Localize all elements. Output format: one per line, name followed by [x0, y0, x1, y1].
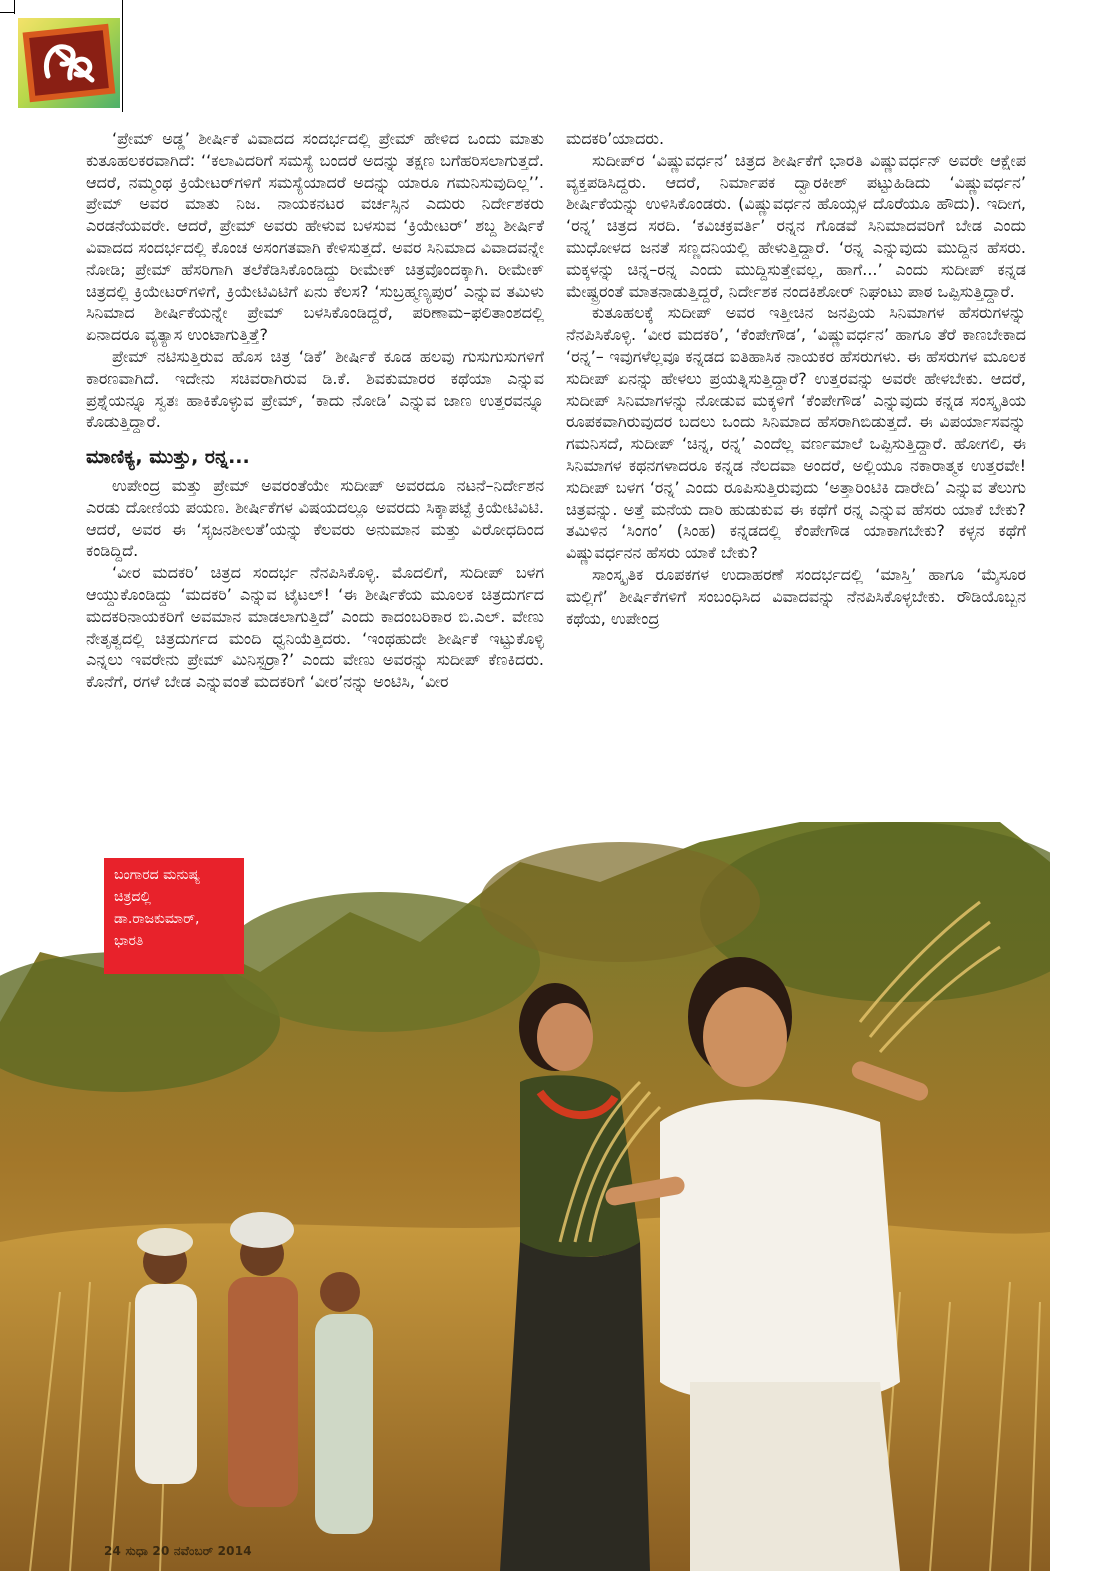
caption-line-4: ಭಾರತಿ — [114, 933, 144, 949]
magazine-logo — [18, 18, 120, 108]
page-folio: 24 ಸುಧಾ 20 ನವೆಂಬರ್ 2014 — [104, 1544, 252, 1558]
section-subheading: ಮಾಣಿಕ್ಯ, ಮುತ್ತು, ರನ್ನ... — [86, 446, 250, 469]
right-paragraph-1: ಸುದೀಪ್‌ರ ‘ವಿಷ್ಣುವರ್ಧನ’ ಚಿತ್ರದ ಶೀರ್ಷಿಕೆಗೆ ಭಾರತಿ ವಿಷ್ಣುವರ್ಧನ್ ಅವರೇ ಆಕ್ಷೇಪ ವ್ಯಕ್ತಪಡಿಸಿದ್ದರು. ಆದರೆ, ನಿರ್ಮಾಪಕ ದ್ವಾರಕೀಶ್ ಪಟ್ಟುಹಿಡಿದು ‘ವಿಷ್ಣುವರ್ಧನ’ ಶೀರ್ಷಿಕೆಯನ್ನು ಉಳಿಸಿಕೊಂಡರು. (ವಿಷ್ಣುವರ್ಧನ ಹೊಯ್ಸಳ ದೊರೆಯೂ ಹೌದು). ಇದೀಗ, ‘ರನ್ನ’ ಚಿತ್ರದ ಸರದಿ. ‘ಕವಿಚಕ್ರವರ್ತಿ’ ರನ್ನನ ಗೊಡವೆ ಸಿನಿಮಾದವರಿಗೆ ಬೇಡ ಎಂದು ಮುಧೋಳದ ಜನತೆ ಸಣ್ಣದನಿಯಲ್ಲಿ ಹೇಳುತ್ತಿದ್ದಾರೆ. ‘ರನ್ನ ಎನ್ನುವುದು ಮುದ್ದಿನ ಹೆಸರು. ಮಕ್ಕಳನ್ನು ಚಿನ್ನ–ರನ್ನ ಎಂದು ಮುದ್ದಿಸುತ್ತೇವಲ್ಲ, ಹಾಗೆ...’ ಎಂದು ಸುದೀಪ್ ಕನ್ನಡ ಮೇಷ್ಟ್ರರಂತೆ ಮಾತನಾಡುತ್ತಿದ್ದರೆ, ನಿರ್ದೇಶಕ ನಂದಕಿಶೋರ್ ನಿಘಂಟು ಪಾಠ ಒಪ್ಪಿಸುತ್ತಿದ್ದಾರೆ. — [566, 150, 1026, 301]
left-paragraph-4: ‘ವೀರ ಮದಕರಿ’ ಚಿತ್ರದ ಸಂದರ್ಭ ನೆನಪಿಸಿಕೊಳ್ಳಿ. ಮೊದಲಿಗೆ, ಸುದೀಪ್ ಬಳಗ ಆಯ್ದುಕೊಂಡಿದ್ದು ‘ಮದಕರಿ’ ಎನ್ನುವ ಟೈಟಲ್! ‘ಈ ಶೀರ್ಷಿಕೆಯ ಮೂಲಕ ಚಿತ್ರದುರ್ಗದ ಮದಕರಿನಾಯಕರಿಗೆ ಅವಮಾನ ಮಾಡಲಾಗುತ್ತಿದೆ’ ಎಂದು ಕಾದಂಬರಿಕಾರ ಬಿ.ಎಲ್. ವೇಣು ನೇತೃತ್ವದಲ್ಲಿ ಚಿತ್ರದುರ್ಗದ ಮಂದಿ ಧ್ವನಿಯೆತ್ತಿದರು. ‘ಇಂಥಹುದೇ ಶೀರ್ಷಿಕೆ ಇಟ್ಟುಕೊಳ್ಳಿ ಎನ್ನಲು ಇವರೇನು ಪ್ರೇಮ್ ಮಿನಿಸ್ಟರ್ರಾ?’ ಎಂದು ವೇಣು ಅವರನ್ನು ಸುದೀಪ್ ಕೆಣಕಿದರು. ಕೊನೆಗೆ, ರಗಳೆ ಬೇಡ ಎನ್ನುವಂತೆ ಮದಕರಿಗೆ ‘ವೀರ’ನನ್ನು ಅಂಟಿಸಿ, ‘ವೀರ — [86, 563, 544, 692]
right-paragraph-2: ಕುತೂಹಲಕ್ಕೆ ಸುದೀಪ್ ಅವರ ಇತ್ತೀಚಿನ ಜನಪ್ರಿಯ ಸಿನಿಮಾಗಳ ಹೆಸರುಗಳನ್ನು ನೆನಪಿಸಿಕೊಳ್ಳಿ. ‘ವೀರ ಮದಕರಿ’, ‘ಕೆಂಪೇಗೌಡ’, ‘ವಿಷ್ಣುವರ್ಧನ’ ಹಾಗೂ ತೆರೆ ಕಾಣಬೇಕಾದ ‘ರನ್ನ’– ಇವುಗಳೆಲ್ಲವೂ ಕನ್ನಡದ ಐತಿಹಾಸಿಕ ನಾಯಕರ ಹೆಸರುಗಳು. ಈ ಹೆಸರುಗಳ ಮೂಲಕ ಸುದೀಪ್ ಏನನ್ನು ಹೇಳಲು ಪ್ರಯತ್ನಿಸುತ್ತಿದ್ದಾರೆ? ಉತ್ತರವನ್ನು ಅವರೇ ಹೇಳಬೇಕು. ಆದರೆ, ಸುದೀಪ್ ಸಿನಿಮಾಗಳನ್ನು ನೋಡುವ ಮಕ್ಕಳಿಗೆ ‘ಕೆಂಪೇಗೌಡ’ ಎನ್ನುವುದು ಕನ್ನಡ ಸಂಸ್ಕೃತಿಯ ರೂಪಕವಾಗಿರುವುದರ ಬದಲು ಒಂದು ಸಿನಿಮಾದ ಹೆಸರಾಗಿಬಿಡುತ್ತದೆ. ಈ ವಿಪರ್ಯಾಸವನ್ನು ಗಮನಿಸದೆ, ಸುದೀಪ್ ‘ಚಿನ್ನ, ರನ್ನ’ ಎಂದೆಲ್ಲ ವರ್ಣಮಾಲೆ ಒಪ್ಪಿಸುತ್ತಿದ್ದಾರೆ. ಹೋಗಲಿ, ಈ ಸಿನಿಮಾಗಳ ಕಥನಗಳಾದರೂ ಕನ್ನಡ ನೆಲದವಾ ಅಂದರೆ, ಅಲ್ಲಿಯೂ ನಕಾರಾತ್ಮಕ ಉತ್ತರವೇ! ಸುದೀಪ್ ಬಳಗ ‘ರನ್ನ’ ಎಂದು ರೂಪಿಸುತ್ತಿರುವುದು ‘ಅತ್ತಾರಿಂಟಿಕಿ ದಾರೇದಿ’ ಎನ್ನುವ ತೆಲುಗು ಚಿತ್ರವನ್ನು. ಅತ್ತೆ ಮನೆಯ ದಾರಿ ಹುಡುಕುವ ಈ ಕಥೆಗೆ ರನ್ನ ಎನ್ನುವ ಹೆಸರು ಯಾಕೆ ಬೇಕು? ತಮಿಳಿನ ‘ಸಿಂಗಂ’ (ಸಿಂಹ) ಕನ್ನಡದಲ್ಲಿ ಕೆಂಪೇಗೌಡ ಯಾಕಾಗಬೇಕು? ಕಳ್ಳನ ಕಥೆಗೆ ವಿಷ್ಣುವರ್ಧನನ ಹೆಸರು ಯಾಕೆ ಬೇಕು? — [566, 303, 1026, 563]
left-column — [86, 128, 544, 693]
right-paragraph-3: ಸಾಂಸ್ಕೃತಿಕ ರೂಪಕಗಳ ಉದಾಹರಣೆ ಸಂದರ್ಭದಲ್ಲಿ ‘ಮಾಸ್ತಿ’ ಹಾಗೂ ‘ಮೈಸೂರ ಮಲ್ಲಿಗೆ’ ಶೀರ್ಷಿಕೆಗಳಿಗೆ ಸಂಬಂಧಿಸಿದ ವಿವಾದವನ್ನು ನೆನಪಿಸಿಕೊಳ್ಳಬೇಕು. ರೌಡಿಯೊಬ್ಬನ ಕಥೆಯ, ಉಪೇಂದ್ರ — [566, 564, 1026, 628]
photo-caption — [104, 858, 244, 974]
caption-line-1: ಬಂಗಾರದ ಮನುಷ್ಯ — [114, 867, 201, 883]
crop-mark-right-v — [122, 0, 123, 112]
caption-line-3: ಡಾ.ರಾಜಕುಮಾರ್, — [114, 911, 200, 927]
magazine-logo-icon — [18, 18, 120, 108]
crop-mark-top — [0, 12, 14, 13]
crop-mark-left — [14, 0, 15, 14]
left-paragraph-3: ಉಪೇಂದ್ರ ಮತ್ತು ಪ್ರೇಮ್ ಅವರಂತೆಯೇ ಸುದೀಪ್ ಅವರದೂ ನಟನೆ–ನಿರ್ದೇಶನ ಎರಡು ದೋಣಿಯ ಪಯಣ. ಶೀರ್ಷಿಕೆಗಳ ವಿಷಯದಲ್ಲೂ ಅವರದು ಸಿಕ್ಕಾಪಟ್ಟೆ ಕ್ರಿಯೇಟಿವಿಟಿ. ಆದರೆ, ಅವರ ಈ ‘ಸೃಜನಶೀಲತೆ’ಯನ್ನು ಕೆಲವರು ಅನುಮಾನ ಮತ್ತು ವಿರೋಧದಿಂದ ಕಂಡಿದ್ದಿದೆ. — [86, 475, 544, 561]
left-paragraph-1: ‘ಪ್ರೇಮ್ ಅಡ್ಡ’ ಶೀರ್ಷಿಕೆ ವಿವಾದದ ಸಂದರ್ಭದಲ್ಲಿ ಪ್ರೇಮ್ ಹೇಳಿದ ಒಂದು ಮಾತು ಕುತೂಹಲಕರವಾಗಿದೆ: ‘‘ಕಲಾವಿದರಿಗೆ ಸಮಸ್ಯೆ ಬಂದರೆ ಅದನ್ನು ತಕ್ಷಣ ಬಗೆಹರಿಸಲಾಗುತ್ತದೆ. ಆದರೆ, ನಮ್ಮಂಥ ಕ್ರಿಯೇಟರ್‌ಗಳಿಗೆ ಸಮಸ್ಯೆಯಾದರೆ ಅದನ್ನು ಯಾರೂ ಗಮನಿಸುವುದಿಲ್ಲ’’. ಪ್ರೇಮ್ ಅವರ ಮಾತು ನಿಜ. ನಾಯಕನಟರ ವರ್ಚಸ್ಸಿನ ಎದುರು ನಿರ್ದೇಶಕರು ಎರಡನೆಯವರೇ. ಆದರೆ, ಪ್ರೇಮ್ ಅವರು ಹೇಳುವ ಬಳಸುವ ‘ಕ್ರಿಯೇಟರ್’ ಶಬ್ದ ಶೀರ್ಷಿಕೆ ವಿವಾದದ ಸಂದರ್ಭದಲ್ಲಿ ಕೊಂಚ ಅಸಂಗತವಾಗಿ ಕೇಳಿಸುತ್ತದೆ. ಅವರ ಸಿನಿಮಾದ ವಿವಾದವನ್ನೇ ನೋಡಿ; ಪ್ರೇಮ್ ಹೆಸರಿಗಾಗಿ ತಲೆಕೆಡಿಸಿಕೊಂಡಿದ್ದು ರೀಮೇಕ್ ಚಿತ್ರವೊಂದಕ್ಕಾಗಿ. ರೀಮೇಕ್ ಚಿತ್ರದಲ್ಲಿ ಕ್ರಿಯೇಟರ್‌ಗಳಿಗೆ, ಕ್ರಿಯೇಟಿವಿಟಿಗೆ ಏನು ಕೆಲಸ? ‘ಸುಬ್ರಹ್ಮಣ್ಯಪುರ’ ಎನ್ನುವ ತಮಿಳು ಸಿನಿಮಾದ ಶೀರ್ಷಿಕೆಯನ್ನೇ ಪ್ರೇಮ್ ಬಳಸಿಕೊಂಡಿದ್ದರೆ, ಪರಿಣಾಮ–ಫಲಿತಾಂಶದಲ್ಲಿ ಏನಾದರೂ ವ್ಯತ್ಯಾಸ ಉಂಟಾಗುತ್ತಿತ್ತೆ? — [86, 129, 544, 345]
caption-line-2: ಚಿತ್ರದಲ್ಲಿ — [114, 889, 152, 905]
left-paragraph-2: ಪ್ರೇಮ್ ನಟಿಸುತ್ತಿರುವ ಹೊಸ ಚಿತ್ರ ‘ಡಿಕೆ’ ಶೀರ್ಷಿಕೆ ಕೂಡ ಹಲವು ಗುಸುಗುಸುಗಳಿಗೆ ಕಾರಣವಾಗಿದೆ. ಇದೇನು ಸಚಿವರಾಗಿರುವ ಡಿ.ಕೆ. ಶಿವಕುಮಾರರ ಕಥೆಯಾ ಎನ್ನುವ ಪ್ರಶ್ನೆಯನ್ನೂ ಸ್ವತಃ ಹಾಕಿಕೊಳ್ಳುವ ಪ್ರೇಮ್, ‘ಕಾದು ನೋಡಿ’ ಎನ್ನುವ ಜಾಣ ಉತ್ತರವನ್ನೂ ಕೊಡುತ್ತಿದ್ದಾರೆ. — [86, 346, 544, 432]
right-lead-line: ಮದಕರಿ’ಯಾದರು. — [566, 129, 665, 148]
right-column — [566, 128, 1026, 629]
